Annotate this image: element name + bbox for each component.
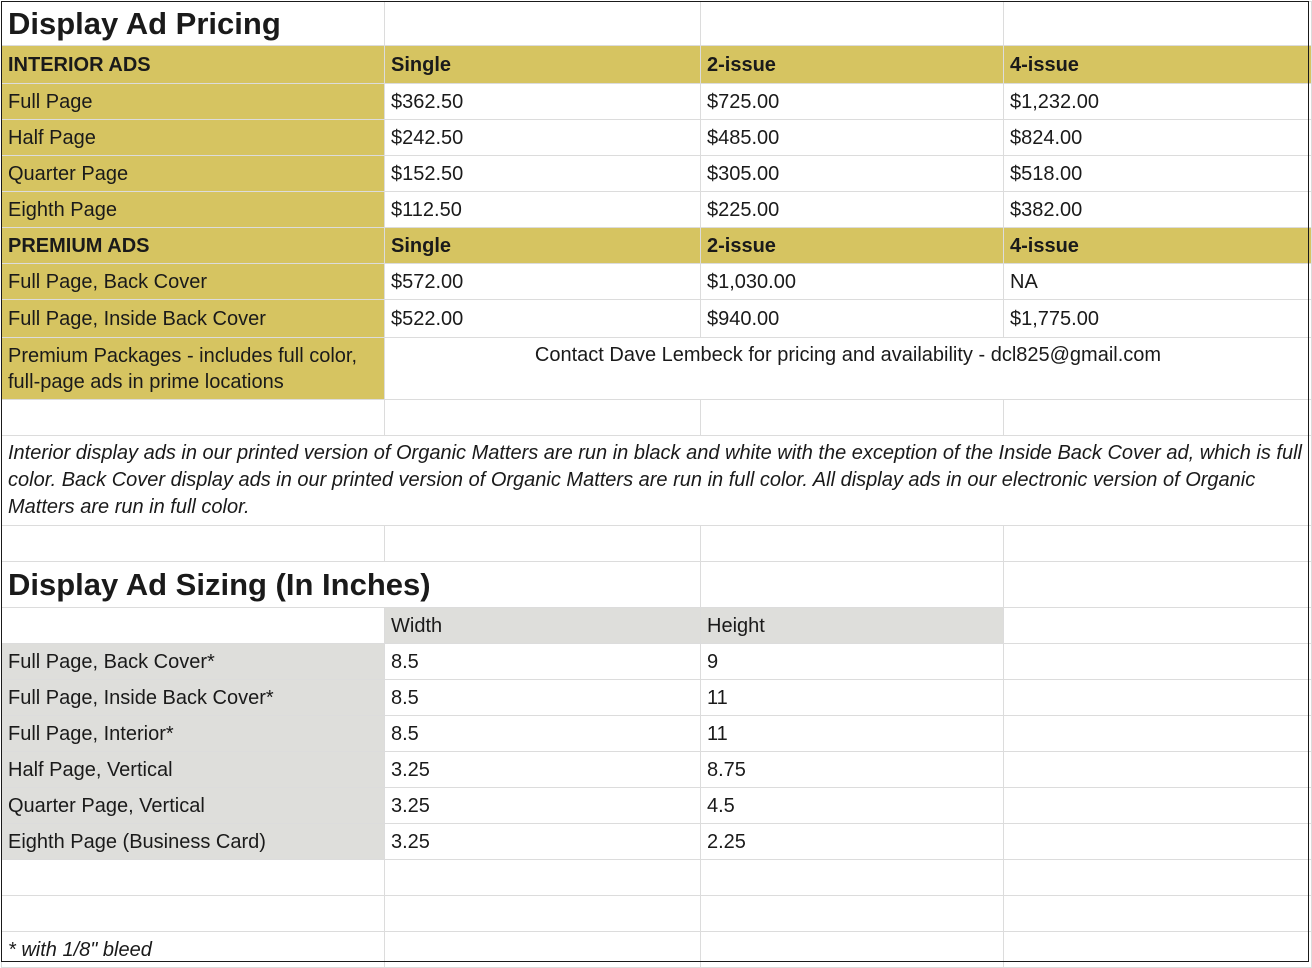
interior-header-row — [2, 46, 1312, 84]
price-4-issue: $518.00 — [1004, 156, 1312, 192]
price-4-issue: NA — [1004, 264, 1312, 300]
size-label: Full Page, Inside Back Cover* — [2, 680, 385, 716]
row-label: Full Page, Back Cover — [2, 264, 385, 300]
price-4-issue: $1,232.00 — [1004, 84, 1312, 120]
sizing-header-row — [2, 608, 1312, 644]
note-row — [2, 436, 1312, 526]
table-row — [2, 192, 1312, 228]
size-height: 11 — [701, 680, 1004, 716]
size-label: Full Page, Back Cover* — [2, 644, 385, 680]
row-label: Half Page — [2, 120, 385, 156]
size-label: Quarter Page, Vertical — [2, 788, 385, 824]
price-2-issue: $725.00 — [701, 84, 1004, 120]
col-4-issue-header: 4-issue — [1004, 228, 1312, 264]
size-width: 3.25 — [385, 788, 701, 824]
row-label: Eighth Page — [2, 192, 385, 228]
col-single-header: Single — [385, 46, 701, 84]
row-label: Quarter Page — [2, 156, 385, 192]
price-4-issue: $824.00 — [1004, 120, 1312, 156]
size-height: 11 — [701, 716, 1004, 752]
table-row — [2, 264, 1312, 300]
price-single: $112.50 — [385, 192, 701, 228]
size-height: 9 — [701, 644, 1004, 680]
size-label: Half Page, Vertical — [2, 752, 385, 788]
price-single: $242.50 — [385, 120, 701, 156]
blank-row — [2, 526, 1312, 562]
blank-row — [2, 860, 1312, 896]
size-height: 2.25 — [701, 824, 1004, 860]
price-2-issue: $485.00 — [701, 120, 1004, 156]
premium-packages-row — [2, 338, 1312, 400]
pricing-sheet-table — [1, 1, 1312, 968]
size-width: 3.25 — [385, 752, 701, 788]
width-header: Width — [385, 608, 701, 644]
price-4-issue: $382.00 — [1004, 192, 1312, 228]
size-label: Eighth Page (Business Card) — [2, 824, 385, 860]
pricing-title-row — [2, 2, 1312, 46]
col-2-issue-header: 2-issue — [701, 228, 1004, 264]
price-single: $572.00 — [385, 264, 701, 300]
table-row — [2, 84, 1312, 120]
table-row — [2, 644, 1312, 680]
col-2-issue-header: 2-issue — [701, 46, 1004, 84]
footnote-row — [2, 932, 1312, 968]
price-2-issue: $305.00 — [701, 156, 1004, 192]
table-row — [2, 788, 1312, 824]
price-2-issue: $940.00 — [701, 300, 1004, 338]
premium-packages-label: Premium Packages - includes full color, full-page ads in prime locations — [2, 338, 385, 400]
col-single-header: Single — [385, 228, 701, 264]
size-width: 8.5 — [385, 644, 701, 680]
table-row — [2, 680, 1312, 716]
size-width: 8.5 — [385, 680, 701, 716]
col-4-issue-header: 4-issue — [1004, 46, 1312, 84]
table-row — [2, 156, 1312, 192]
table-row — [2, 300, 1312, 338]
table-row — [2, 824, 1312, 860]
size-width: 8.5 — [385, 716, 701, 752]
premium-packages-contact: Contact Dave Lembeck for pricing and availability - dcl825@gmail.com — [385, 338, 1312, 400]
price-single: $522.00 — [385, 300, 701, 338]
color-note: Interior display ads in our printed version of Organic Matters are run in black and white with the exception of the Inside Back Cover ad, which is full color. Back Cover display ads in our printed version of Organic Matters are run in full color. All display ads in our electronic version of Organic Matters are run in full color. — [2, 436, 1312, 526]
size-height: 4.5 — [701, 788, 1004, 824]
bleed-footnote: * with 1/8" bleed — [2, 932, 385, 968]
table-row — [2, 120, 1312, 156]
price-single: $152.50 — [385, 156, 701, 192]
size-width: 3.25 — [385, 824, 701, 860]
size-height: 8.75 — [701, 752, 1004, 788]
price-2-issue: $1,030.00 — [701, 264, 1004, 300]
interior-ads-header: INTERIOR ADS — [2, 46, 385, 84]
table-row — [2, 716, 1312, 752]
premium-header-row — [2, 228, 1312, 264]
price-2-issue: $225.00 — [701, 192, 1004, 228]
height-header: Height — [701, 608, 1004, 644]
premium-ads-header: PREMIUM ADS — [2, 228, 385, 264]
size-label: Full Page, Interior* — [2, 716, 385, 752]
row-label: Full Page, Inside Back Cover — [2, 300, 385, 338]
sizing-title: Display Ad Sizing (In Inches) — [2, 562, 701, 608]
row-label: Full Page — [2, 84, 385, 120]
price-4-issue: $1,775.00 — [1004, 300, 1312, 338]
price-single: $362.50 — [385, 84, 701, 120]
blank-row — [2, 896, 1312, 932]
blank-row — [2, 400, 1312, 436]
sizing-title-row — [2, 562, 1312, 608]
pricing-title: Display Ad Pricing — [2, 2, 385, 46]
table-row — [2, 752, 1312, 788]
